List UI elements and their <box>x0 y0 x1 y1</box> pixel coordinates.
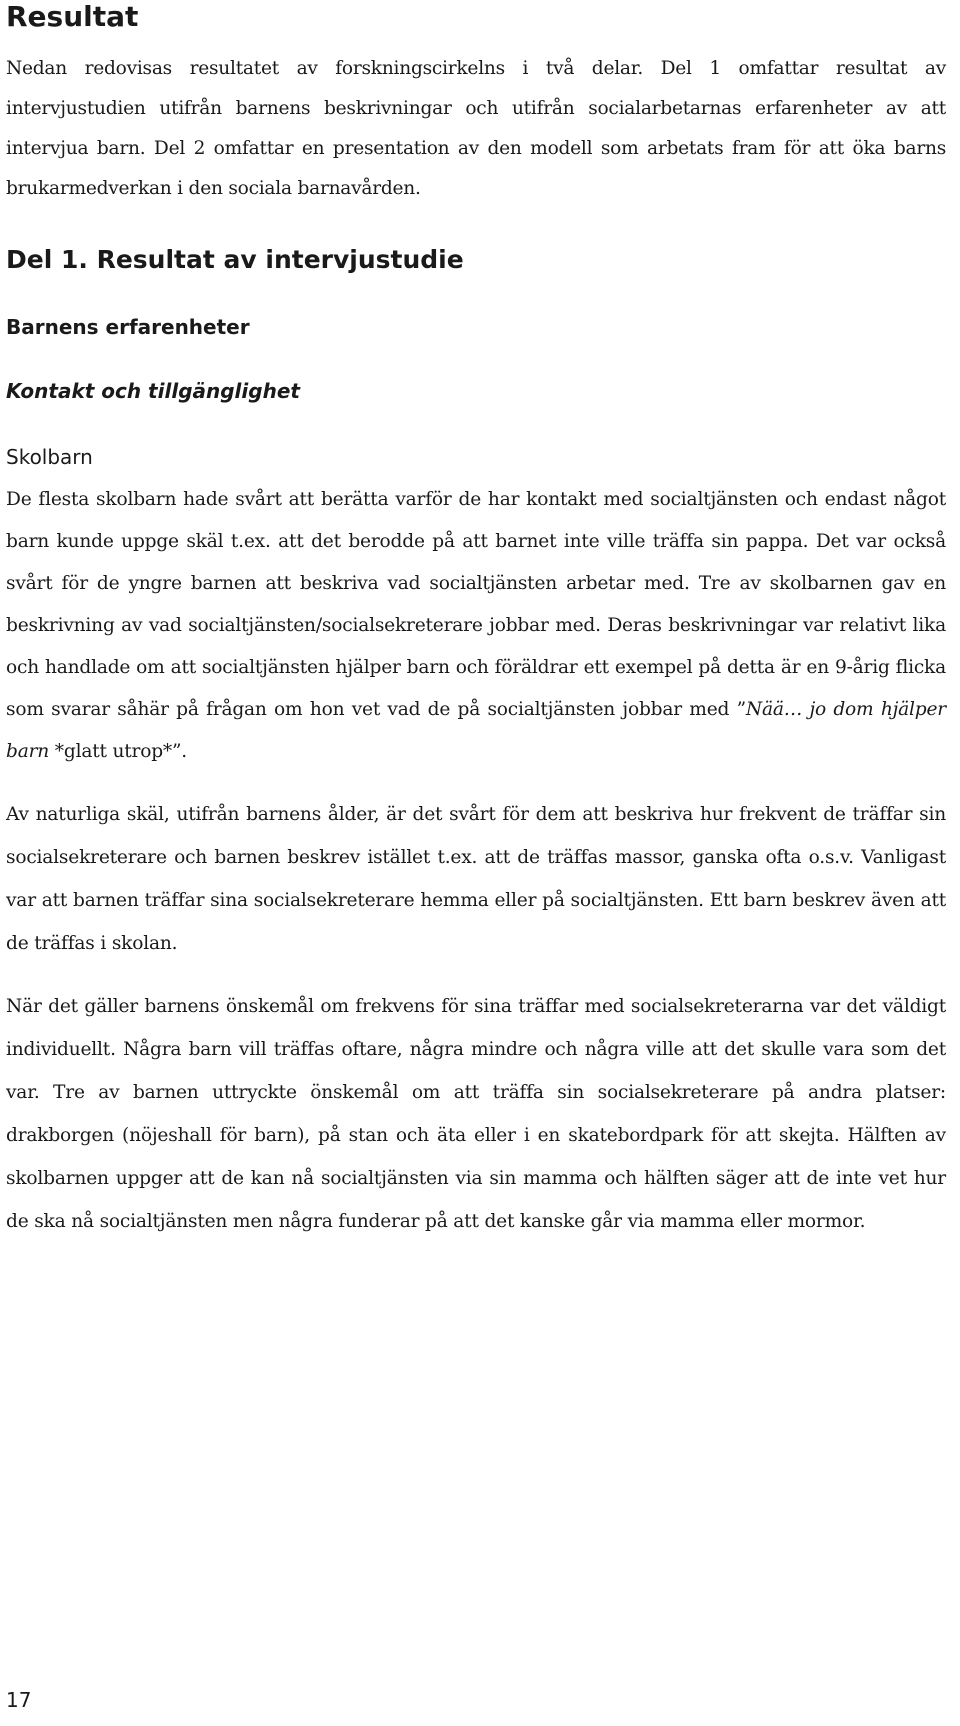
paragraph-1-quote: Nää… jo dom hjälper barn <box>6 699 946 762</box>
body-paragraph-2: Av naturliga skäl, utifrån barnens ålder, är det svårt för dem att beskriva hur frekvent de träffar sin socialsekreterare och barnen beskrev istället t.ex. att de träffas massor, ganska ofta o.s.v. Vanligast var att barnen träffar sina socialsekreterare hemma eller på socialtjänsten. Ett barn beskrev även att de träffas i skolan. <box>6 804 946 954</box>
paragraph-1-end: *glatt utrop*”. <box>49 741 188 762</box>
body-paragraph-1 <box>6 479 946 773</box>
page-number: 17 <box>6 1688 32 1712</box>
group-heading: Skolbarn <box>6 445 93 469</box>
paragraph-1-start: De flesta skolbarn hade svårt att berätta varför de har kontakt med socialtjänsten och endast något barn kunde uppge skäl t.ex. att det berodde på att barnet inte ville träffa sin pappa. Det var också svårt för de yngre barnen att beskriva vad socialtjänsten arbetar med. Tre av skolbarnen gav en beskrivning av vad socialtjänsten/socialsekreterare jobbar med. Deras beskrivningar var relativt lika och handlade om att socialtjänsten hjälper barn och föräldrar ett exempel på detta är en 9-årig flicka som svarar såhär på frågan om hon vet vad de på socialtjänsten jobbar med ” <box>6 489 946 720</box>
page-title: Resultat <box>6 0 139 33</box>
intro-paragraph: Nedan redovisas resultatet av forskningscirkelns i två delar. Del 1 omfattar resultat av intervjustudien utifrån barnens beskrivningar och utifrån socialarbetarnas erfarenheter av att intervjua barn. Del 2 omfattar en presentation av den modell som arbetats fram för att öka barns brukarmedverkan i den sociala barnavården. <box>6 58 946 199</box>
subsection-heading: Barnens erfarenheter <box>6 315 250 339</box>
topic-heading: Kontakt och tillgänglighet <box>6 379 300 403</box>
document-page <box>6 0 946 1243</box>
section-heading: Del 1. Resultat av intervjustudie <box>6 245 464 274</box>
body-paragraph-3: När det gäller barnens önskemål om frekvens för sina träffar med socialsekreterarna var det väldigt individuellt. Några barn vill träffas oftare, några mindre och några ville att det skulle vara som det var. Tre av barnen uttryckte önskemål om att träffa sin socialsekreterare på andra platser: drakborgen (nöjeshall för barn), på stan och äta eller i en skatebordpark för att skejta. Hälften av skolbarnen uppger att de kan nå socialtjänsten via sin mamma och hälften säger att de inte vet hur de ska nå socialtjänsten men några funderar på att det kanske går via mamma eller mormor. <box>6 996 946 1232</box>
